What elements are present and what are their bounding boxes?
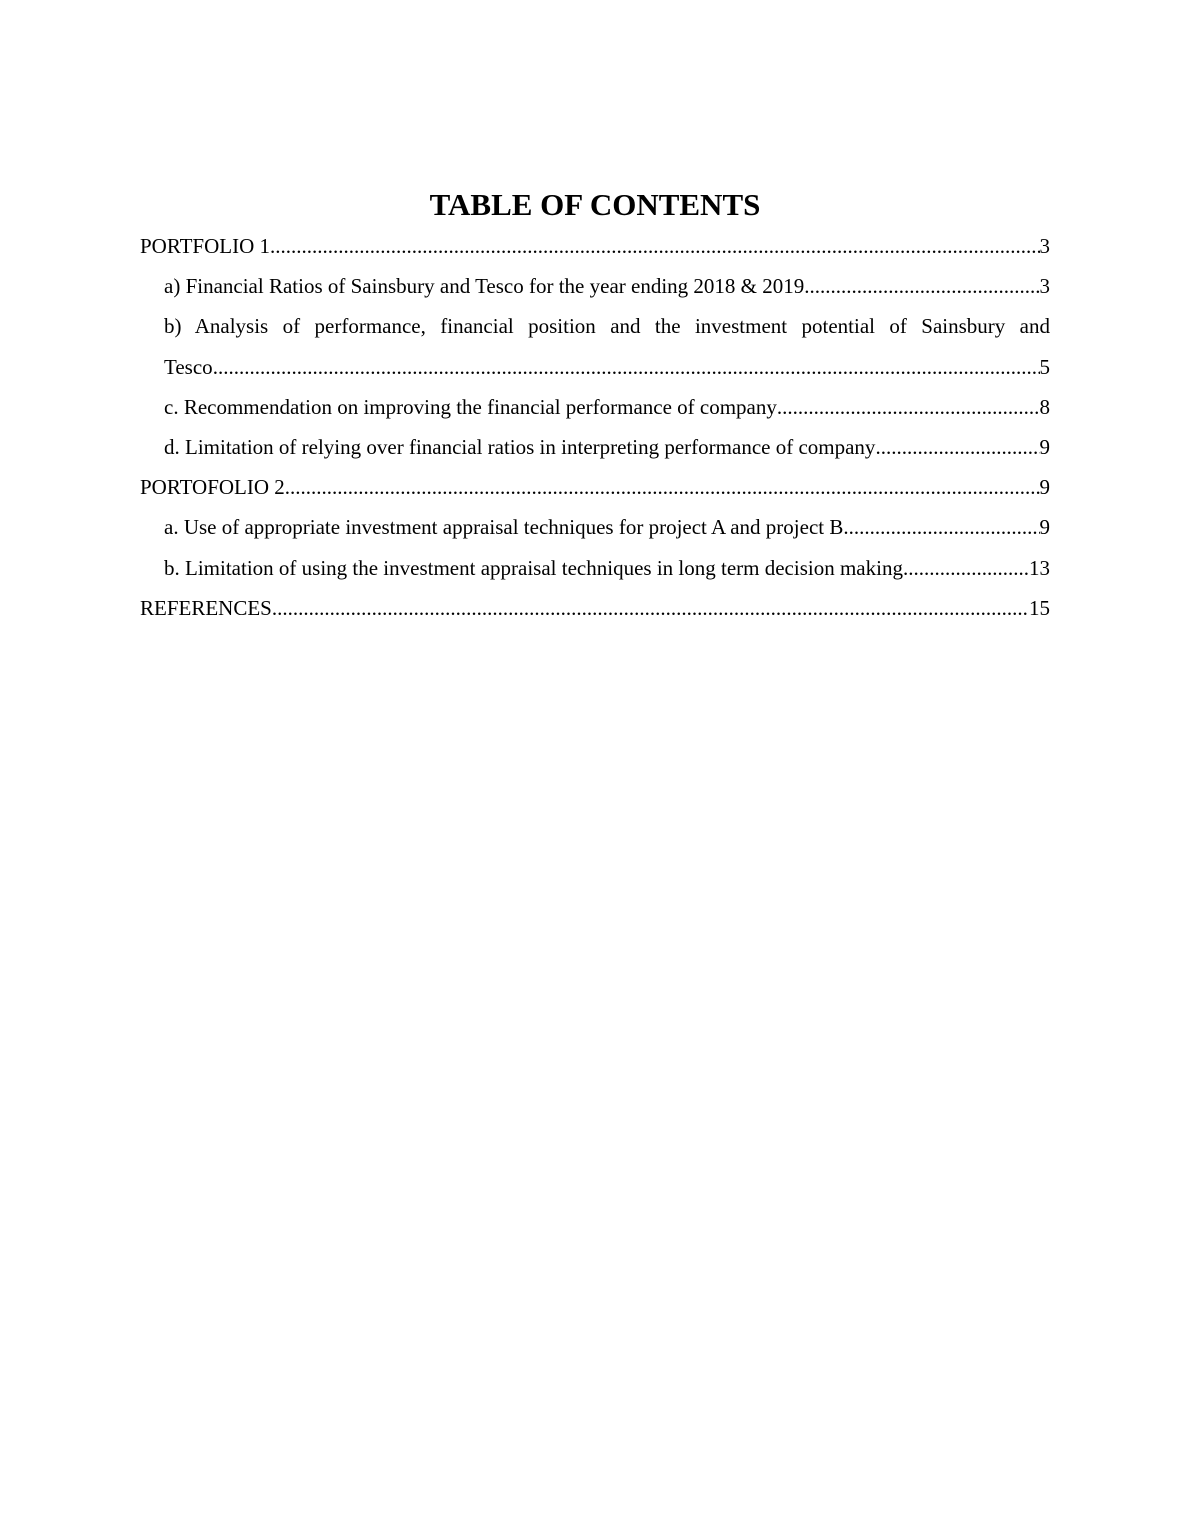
toc-entry-limitation-financial-ratios[interactable] (164, 427, 1050, 467)
dot-leader (270, 226, 1040, 266)
toc-entry-page-number: 9 (1039, 515, 1050, 540)
toc-list (140, 226, 1050, 628)
dot-leader (777, 387, 1040, 427)
toc-entry-text: PORTFOLIO 1 (140, 234, 270, 258)
toc-entry-analysis-of-performance[interactable] (164, 306, 1050, 386)
toc-entry-recommendation[interactable] (164, 387, 1050, 427)
toc-entry-page-number: 3 (1039, 274, 1050, 299)
dot-leader (804, 266, 1039, 306)
toc-entry-portfolio-1[interactable] (140, 226, 1050, 266)
dot-leader (843, 507, 1039, 547)
toc-entry-text: d. Limitation of relying over financial ratios in interpreting performance of company (164, 434, 876, 459)
toc-entry-text: a) Financial Ratios of Sainsbury and Tesco for the year ending 2018 & 2019 (164, 274, 805, 299)
dot-leader (272, 588, 1029, 628)
toc-entry-investment-appraisal[interactable] (164, 507, 1050, 547)
toc-entry-page-number: 3 (1039, 234, 1050, 258)
toc-entry-financial-ratios[interactable] (164, 266, 1050, 306)
toc-entry-page-number: 8 (1039, 394, 1050, 419)
toc-entry-page-number: 13 (1029, 555, 1050, 580)
toc-entry-page-number: 5 (1039, 354, 1050, 379)
toc-entry-text-line-1: b) Analysis of performance, financial position and the investment potential of Sainsbury and (164, 314, 1050, 339)
toc-entry-page-number: 9 (1039, 475, 1050, 500)
toc-title: TABLE OF CONTENTS (429, 187, 761, 222)
toc-entry-page-number: 15 (1029, 595, 1050, 620)
dot-leader (213, 347, 1040, 387)
toc-entry-references[interactable] (140, 588, 1050, 628)
toc-entry-limitation-appraisal[interactable] (164, 548, 1050, 588)
toc-entry-page-number: 9 (1039, 434, 1050, 459)
dot-leader (903, 548, 1029, 588)
toc-entry-text: PORTOFOLIO 2 (140, 475, 285, 500)
toc-entry-text-line-2: Tesco (164, 354, 213, 379)
toc-entry-text: a. Use of appropriate investment appraisal techniques for project A and project B (164, 515, 844, 540)
dot-leader (875, 427, 1039, 467)
dot-leader (285, 467, 1040, 507)
toc-entry-portofolio-2[interactable] (140, 467, 1050, 507)
toc-entry-text: b. Limitation of using the investment appraisal techniques in long term decision making (164, 555, 903, 580)
toc-entry-text: REFERENCES (140, 595, 272, 620)
toc-entry-text: c. Recommendation on improving the financial performance of company (164, 394, 777, 419)
